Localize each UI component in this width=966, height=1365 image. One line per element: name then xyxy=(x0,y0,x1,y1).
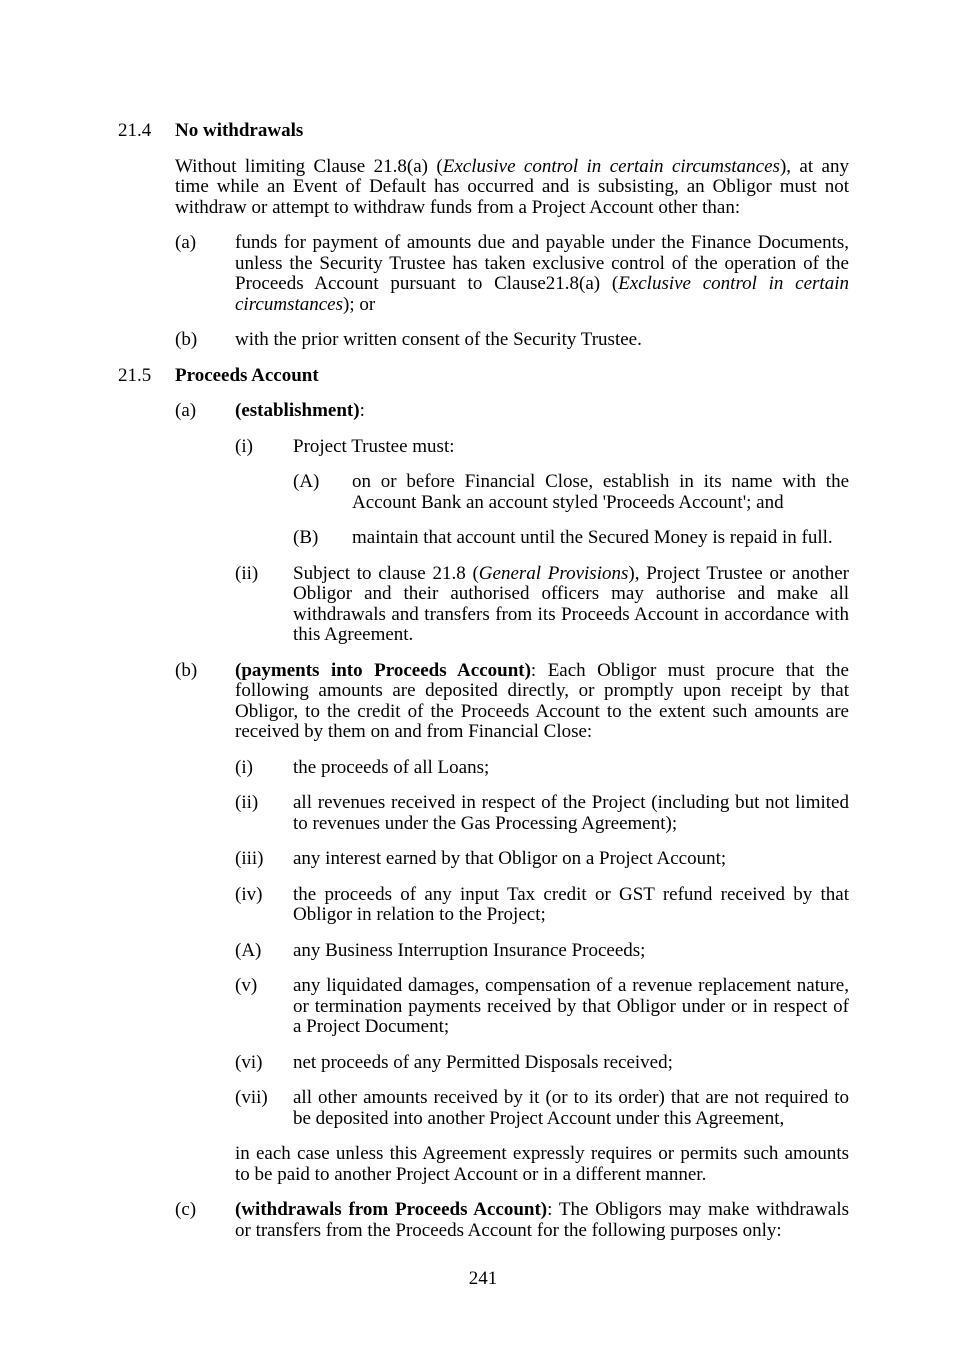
list-item-label: (a) xyxy=(175,400,197,421)
text-run-italic: Exclusive control in certain circumstances xyxy=(235,273,849,315)
list-item-text: the proceeds of all Loans; xyxy=(293,756,490,778)
text-run: : Each Obligor must procure that the following amounts are deposited directly, or promptly upon receipt by that Obligor, to the credit of the Proceeds Account to the extent such amounts are received by them on and from Financial Close: xyxy=(235,659,849,742)
text-run: : xyxy=(359,400,365,421)
clause-21-5-heading xyxy=(118,366,849,387)
text-run: : The Obligors may make withdrawals or transfers from the Proceeds Account for the following purposes only: xyxy=(235,1199,849,1241)
list-item-21-5-b-A xyxy=(118,941,849,962)
text-run: Subject to clause 21.8 ( xyxy=(293,562,479,584)
list-item-label: (B) xyxy=(293,527,319,548)
list-item-21-5-a-i-A xyxy=(118,472,849,513)
paragraph xyxy=(175,157,849,219)
clause-21-4-number: 21.4 xyxy=(118,120,152,141)
list-item-label: (vii) xyxy=(235,1087,268,1108)
list-item-21-5-b-ii xyxy=(118,793,849,834)
list-item-label: (i) xyxy=(235,756,253,778)
list-item-text: any interest earned by that Obligor on a Project Account; xyxy=(293,848,727,869)
list-item-21-5-a xyxy=(118,401,849,422)
list-item-label: (i) xyxy=(235,435,253,457)
list-item-text: net proceeds of any Permitted Disposals received; xyxy=(293,1051,673,1073)
list-item-label: (ii) xyxy=(235,792,259,813)
page-footer xyxy=(0,1269,966,1290)
page-content xyxy=(118,121,849,1256)
clause-21-5-title: Proceeds Account xyxy=(175,364,319,386)
text-run-bold: (establishment) xyxy=(235,400,360,421)
clause-21-5-number: 21.5 xyxy=(118,364,152,386)
list-item-text: the proceeds of any input Tax credit or GST refund received by that Obligor in relation to the Project; xyxy=(293,883,849,925)
text-run: ), at any time while an Event of Default has occurred and is subsisting, an Obligor must not withdraw or attempt to withdraw funds from a Project Account other than: xyxy=(175,155,849,218)
list-item-label: (ii) xyxy=(235,562,259,584)
page-number: 241 xyxy=(468,1268,498,1289)
list-item-21-5-b xyxy=(118,661,849,743)
list-item-text xyxy=(235,233,849,315)
list-item-label: (vi) xyxy=(235,1051,263,1073)
clause-21-4-title: No withdrawals xyxy=(175,120,304,141)
list-item-text xyxy=(293,564,849,646)
text-run-bold: (payments into Proceeds Account) xyxy=(235,659,531,681)
list-item-21-4-b xyxy=(118,330,849,351)
list-item-text: all other amounts received by it (or to its order) that are not required to be deposited into another Project Account under this Agreement, xyxy=(293,1087,849,1129)
list-item-text: any Business Interruption Insurance Proceeds; xyxy=(293,939,646,961)
list-item-text: maintain that account until the Secured Money is repaid in full. xyxy=(352,527,833,548)
clause-21-5-b-closing xyxy=(118,1144,849,1185)
list-item-label: (A) xyxy=(235,939,262,961)
text-run-italic: General Provisions xyxy=(478,562,629,584)
list-item-text xyxy=(235,401,849,422)
list-item-21-5-a-i-B xyxy=(118,528,849,549)
text-run: funds for payment of amounts due and payable under the Finance Documents, unless the Security Trustee has taken exclusive control of the operation of the Proceeds Account pursuant to Clause21.8(a) ( xyxy=(235,232,849,294)
list-item-21-5-b-i xyxy=(118,758,849,779)
text-run: ); or xyxy=(343,293,376,315)
list-item-21-5-c xyxy=(118,1200,849,1241)
list-item-label: (b) xyxy=(175,329,198,350)
list-item-21-4-a xyxy=(118,233,849,315)
text-run: Without limiting Clause 21.8(a) ( xyxy=(175,155,443,177)
list-item-label: (c) xyxy=(175,1199,197,1220)
list-item-text: all revenues received in respect of the Project (including but not limited to revenues under the Gas Processing Agreement); xyxy=(293,792,849,834)
clause-21-4-intro xyxy=(118,157,849,219)
text-run-bold: (withdrawals from Proceeds Account) xyxy=(235,1199,548,1220)
text-run: ), Project Trustee or another Obligor and their authorised officers may authorise and make all withdrawals and transfers from its Proceeds Account in accordance with this Agreement. xyxy=(293,562,849,645)
list-item-text: with the prior written consent of the Security Trustee. xyxy=(235,329,642,350)
list-item-label: (iv) xyxy=(235,883,263,905)
list-item-21-5-a-ii xyxy=(118,564,849,646)
list-item-21-5-b-iii xyxy=(118,849,849,870)
list-item-21-5-b-vi xyxy=(118,1053,849,1074)
text-run-italic: Exclusive control in certain circumstances xyxy=(442,155,780,177)
clause-21-4-heading xyxy=(118,121,849,142)
list-item-label: (b) xyxy=(175,659,198,681)
list-item-label: (iii) xyxy=(235,848,264,869)
list-item-21-5-b-v xyxy=(118,976,849,1038)
list-item-label: (A) xyxy=(293,471,320,492)
paragraph: in each case unless this Agreement expressly requires or permits such amounts to be paid to another Project Account or in a different manner. xyxy=(235,1143,849,1185)
list-item-text: any liquidated damages, compensation of a revenue replacement nature, or termination payments received by that Obligor under or in respect of a Project Document; xyxy=(293,975,849,1037)
list-item-21-5-a-i xyxy=(118,437,849,458)
list-item-label: (v) xyxy=(235,975,258,996)
list-item-text: Project Trustee must: xyxy=(293,435,455,457)
list-item-text: on or before Financial Close, establish in its name with the Account Bank an account styled 'Proceeds Account'; and xyxy=(352,471,849,513)
list-item-21-5-b-iv xyxy=(118,885,849,926)
list-item-text xyxy=(235,1200,849,1241)
list-item-label: (a) xyxy=(175,232,197,253)
list-item-text xyxy=(235,661,849,743)
list-item-21-5-b-vii xyxy=(118,1088,849,1129)
